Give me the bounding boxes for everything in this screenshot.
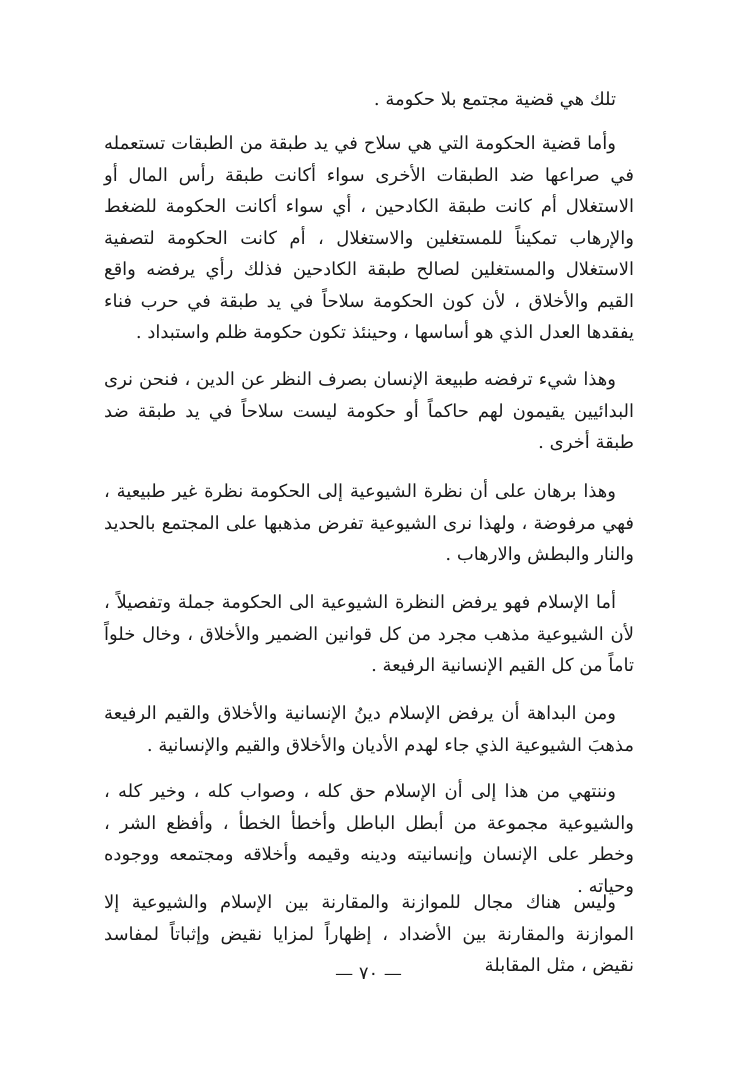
paragraph-1: تلك هي قضية مجتمع بلا حكومة . bbox=[373, 89, 616, 110]
paragraph-6: ومن البداهة أن يرفض الإسلام دينُ الإنسانية والأخلاق والقيم الرفيعة مذهبَ الشيوعية الذي جاء لهدم الأديان والأخلاق والقيم والإنسانية . bbox=[104, 703, 634, 756]
page-number: — ٧٠ — bbox=[335, 963, 402, 984]
paragraph-7: وننتهي من هذا إلى أن الإسلام حق كله ، وصواب كله ، وخير كله ، والشيوعية مجموعة من أبطل الباطل وأخطأ الخطأ ، وأفظع الشر ، وخطر على الإنسان وإنسانيته ودينه وقيمه وأخلاقه ومجتمعه ووجوده وحياته . bbox=[104, 781, 634, 897]
paragraph-2: وأما قضية الحكومة التي هي سلاح في يد طبقة من الطبقات تستعمله في صراعها ضد الطبقات الأخرى سواء أكانت طبقة رأس المال أو الاستغلال أم كانت طبقة الكادحين ، أي سواء أكانت الحكومة للضغط والإرهاب تمكيناً للمستغلين والاستغلال ، أم كانت الحكومة لتصفية الاستغلال والمستغلين لصالح طبقة الكادحين فذلك رأي يرفضه واقع القيم والأخلاق ، لأن كون الحكومة سلاحاً في يد طبقة في حرب فناء يفقدها العدل الذي هو أساسها ، وحينئذ تكون حكومة ظلم واستبداد . bbox=[104, 133, 634, 343]
paragraph-4: وهذا برهان على أن نظرة الشيوعية إلى الحكومة نظرة غير طبيعية ، فهي مرفوضة ، ولهذا نرى الشيوعية تفرض مذهبها على المجتمع بالحديد والنار والبطش والارهاب . bbox=[104, 481, 634, 565]
paragraph-3: وهذا شيء ترفضه طبيعة الإنسان بصرف النظر عن الدين ، فنحن نرى البدائيين يقيمون لهم حاكماً أو حكومة ليست سلاحاً في يد طبقة ضد طبقة أخرى . bbox=[104, 369, 634, 453]
paragraph-5: أما الإسلام فهو يرفض النظرة الشيوعية الى الحكومة جملة وتفصيلاً ، لأن الشيوعية مذهب مجرد من كل قوانين الضمير والأخلاق ، وخال خلواً تاماً من كل القيم الإنسانية الرفيعة . bbox=[104, 592, 634, 676]
paragraph-8: وليس هناك مجال للموازنة والمقارنة بين الإسلام والشيوعية إلا الموازنة والمقارنة بين الأضداد ، إظهاراً لمزايا نقيض وإثباتاً لمفاسد نقيض ، مثل المقابلة bbox=[104, 892, 634, 976]
